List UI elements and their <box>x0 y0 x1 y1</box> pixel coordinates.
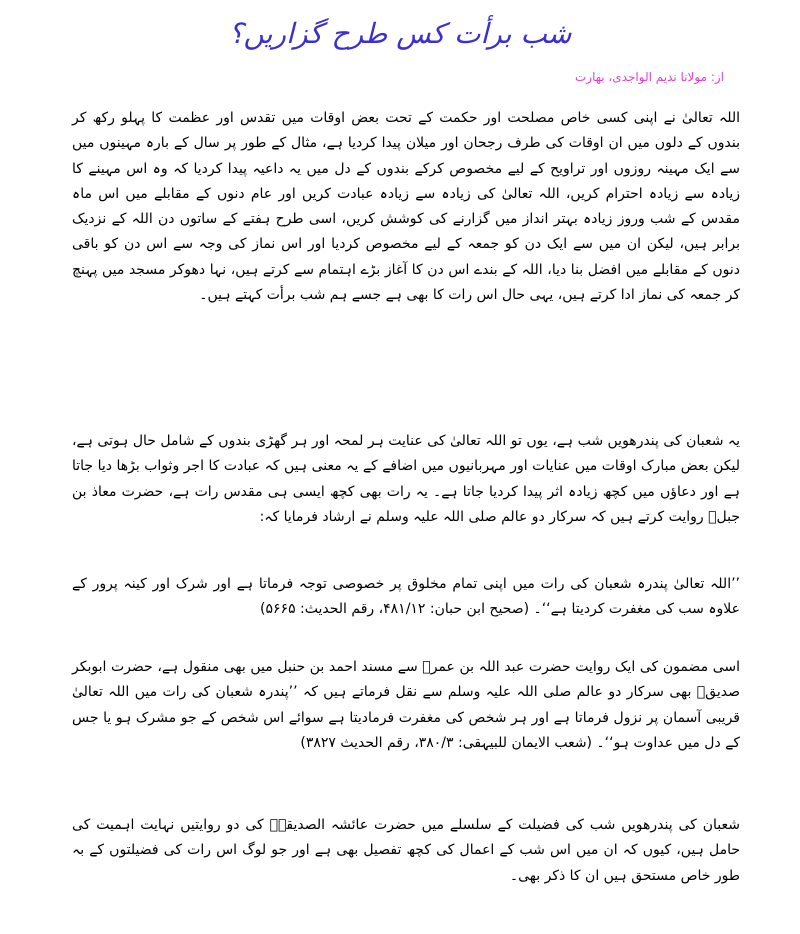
paragraph-shaban-night: یہ شعبان کی پندرھویں شب ہے، یوں تو اللہ تعالیٰ کی عنایت ہر لمحہ اور ہر گھڑی بندوں کے شامل حال ہوتی ہے، لیکن بعض مبارک اوقات میں عنایات اور مہربانیوں میں اضافے کے یہ معنی ہیں کہ عبادت کا اجر وثواب بڑھا دیا جاتا ہے اور دعاؤں میں کچھ زیادہ اثر پیدا کردیا جاتا ہے۔ یہ رات بھی کچھ ایسی ہی مقدس رات ہے، حضرت معاذ بن جبلؓ روایت کرتے ہیں کہ سرکار دو عالم صلی اللہ علیہ وسلم نے ارشاد فرمایا کہ: <box>72 433 740 525</box>
paragraph-aisha-narrations: شعبان کی پندرھویں شب کی فضیلت کے سلسلے میں حضرت عائشہ الصدیقہؓ کی دو روایتیں نہایت اہمیت کی حامل ہیں، کیوں کہ ان میں اس شب کے اعمال کی کچھ تفصیل بھی ہے اور جو لوگ اس رات کی فضیلتوں کے بہ طور خاص مستحق ہیں ان کا ذکر بھی۔ <box>72 817 740 884</box>
paragraph-intro: اللہ تعالیٰ نے اپنی کسی خاص مصلحت اور حکمت کے تحت بعض اوقات میں تقدس اور عظمت کا پہلو رکھ کر بندوں کے دلوں میں ان اوقات کی طرف رجحان اور میلان پیدا کردیا ہے، مثال کے طور پر سال کے بارہ مہینوں میں سے ایک مہینہ روزوں اور تراویح کے لیے مخصوص کرکے بندوں کے دل میں یہ داعیہ پیدا کردیا کہ وہ اس مہینے کا زیادہ سے زیادہ احترام کریں، اللہ تعالیٰ کی زیادہ سے زیادہ عبادت کریں اور عام دنوں کے مقابلے میں اس ماہ مقدس کے شب وروز زیادہ بہتر انداز میں گزارنے کی کوشش کریں، اسی طرح ہفتے کے ساتوں دن اللہ کے نزدیک برابر ہیں، لیکن ان میں سے ایک دن کو جمعہ کے لیے مخصوص کردیا اور اس نماز کی وجہ سے اس دن کو باقی دنوں کے مقابلے میں افضل بنا دیا، اللہ کے بندے اس دن کا آغاز بڑے اہتمام سے کرتے ہیں، نہا دھوکر مسجد میں پہنچ کر جمعہ کی نماز ادا کرتے ہیں، یہی حال اس رات کا بھی ہے جسے ہم شب برأت کہتے ہیں۔ <box>72 110 740 304</box>
paragraph-hadith-quote: ’’اللہ تعالیٰ پندرہ شعبان کی رات میں اپنی تمام مخلوق پر خصوصی توجہ فرماتا ہے اور شرک اور کینہ پرور کے علاوہ سب کی مغفرت کردیتا ہے‘‘۔ (صحیح ابن حبان: ۴۸۱/۱۲، رقم الحدیث: ۵۶۶۵) <box>72 576 740 618</box>
byline-prefix: از: <box>710 70 724 84</box>
article-title: شب برأت کس طرح گزاریں؟ <box>228 17 572 50</box>
author-byline <box>424 68 724 86</box>
paragraph-second-narration: اسی مضمون کی ایک روایت حضرت عبد اللہ بن عمرؓ سے مسند احمد بن حنبل میں بھی منقول ہے، حضرت ابوبکر صدیقؓ بھی سرکار دو عالم صلی اللہ علیہ وسلم سے نقل فرماتے ہیں کہ ’’پندرہ شعبان کی رات میں اللہ تعالیٰ قریبی آسمان پر نزول فرماتا ہے اور ہر شخص کی مغفرت فرمادیتا ہے سوائے اس شخص کے جو مشرک ہو یا جس کے دل میں عداوت ہو‘‘۔ (شعب الایمان للبیہقی: ۳۸۰/۳، رقم الحدیث ۳۸۲۷) <box>72 659 740 751</box>
byline-author: مولانا ندیم الواجدی، بھارت <box>575 70 707 84</box>
